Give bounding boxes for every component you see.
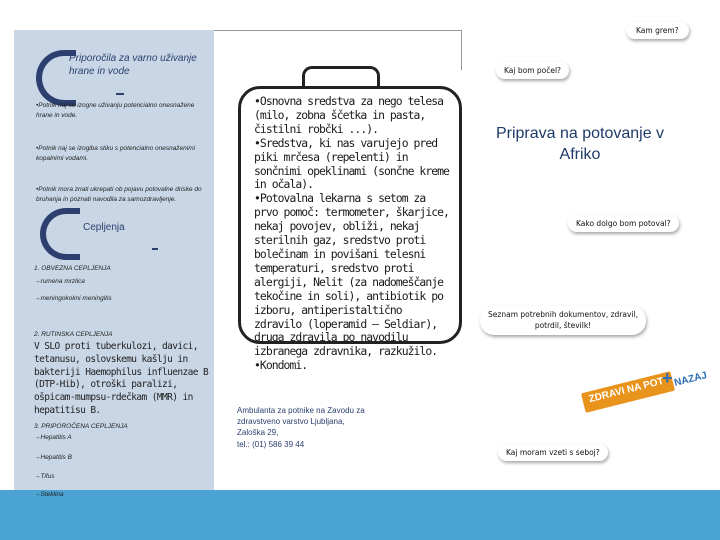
frame-line-right bbox=[461, 30, 462, 70]
group1-item: →meningokokni meningitis bbox=[34, 295, 112, 302]
plus-icon: + bbox=[662, 368, 673, 388]
sidebar-heading: Priporočila za varno uživanje hrane in vode bbox=[69, 53, 197, 77]
question-where-going: Kam grem? bbox=[626, 22, 689, 39]
address-line: zdravstveno varstvo Ljubljana, bbox=[237, 417, 345, 427]
question-what-do: Kaj bom počel? bbox=[496, 62, 569, 79]
group3-item: →Hepatitis B bbox=[34, 454, 72, 461]
sidebar-item: •Potnik mora znati ukrepati ob pojavu potovalne driske do bruhanja in poznati navodila za samozdravljenje. bbox=[36, 186, 202, 204]
sidebar-item: •Potnik naj se izogiba stiku s potencialno onesnaženimi kopalnimi vodami. bbox=[36, 145, 196, 163]
packing-list bbox=[254, 95, 454, 373]
packing-item: •Osnovna sredstva za nego telesa (milo, zobna ščetka in pasta, čistilni robčki ...). bbox=[254, 94, 444, 136]
group3-item: →Steklina bbox=[34, 491, 64, 498]
group3-item: →Hepatitis A bbox=[34, 434, 72, 441]
clinic-address bbox=[237, 405, 365, 450]
group3-title: 3. PRIPOROČENA CEPLJENJA bbox=[34, 423, 128, 430]
question-how-long: Kako dolgo bom potoval? bbox=[568, 215, 679, 232]
zdravi-na-pot-logo bbox=[582, 368, 709, 410]
address-line: tel.: (01) 586 39 44 bbox=[237, 439, 305, 449]
packing-item: •Kondomi. bbox=[254, 358, 308, 373]
vaccines-heading: Cepljenja bbox=[83, 222, 125, 233]
packing-item: •Potovalna lekarna s setom za prvo pomoč: termometer, škarjice, nekaj povojev, obliži, nekaj sterilnih gaz, sredstvo proti bolečinam in povišani telesni temperaturi, sredstvo proti alergiji, Nelit (za nadomeščanje tekočine in soli), antibiotik po izboru, antiperistaltično zdravilo (loperamid – Seldiar), druga zdravila po navodilu izbranega zdravnika, razkužilo. bbox=[254, 191, 449, 359]
packing-item: •Sredstva, ki nas varujejo pred piki mrčesa (repelenti) in sončnimi opeklinami (sončne kreme in očala). bbox=[254, 135, 449, 192]
bottom-band bbox=[0, 490, 720, 540]
logo-text: ZDRAVI NA POT bbox=[587, 375, 665, 406]
logo-text-2: NAZAJ bbox=[673, 370, 709, 389]
documents-list-prompt: Seznam potrebnih dokumentov, zdravil, potrdil, številk! bbox=[480, 306, 646, 335]
sidebar-item: •Potnik naj se izogne uživanju potencialno onesnažene hrane in vode. bbox=[36, 102, 195, 120]
dash-decoration bbox=[152, 248, 158, 250]
dash-decoration bbox=[116, 93, 124, 95]
group2-title: 2. RUTINSKA CEPLJENJA bbox=[34, 331, 113, 338]
group1-item: →rumena mrzlica bbox=[34, 278, 85, 285]
group3-item: →Tifus bbox=[34, 473, 55, 480]
question-what-take: Kaj moram vzeti s seboj? bbox=[498, 444, 608, 461]
group1-title: 1. OBVEZNA CEPLJENJA bbox=[34, 265, 111, 272]
address-line: Zaloška 29, bbox=[237, 428, 279, 438]
group2-text: V SLO proti tuberkulozi, davici, tetanusu, oslovskemu kašlju in bakteriji Haemophilus influenzae B (DTP-Hib), otroški paralizi, ošpicam-mumpsu-rdečkam (MMR) in hepatitisu B. bbox=[34, 341, 209, 417]
address-line: Ambulanta za potnike na Zavodu za bbox=[237, 406, 365, 415]
brochure-title: Priprava na potovanje v Afriko bbox=[495, 125, 665, 163]
